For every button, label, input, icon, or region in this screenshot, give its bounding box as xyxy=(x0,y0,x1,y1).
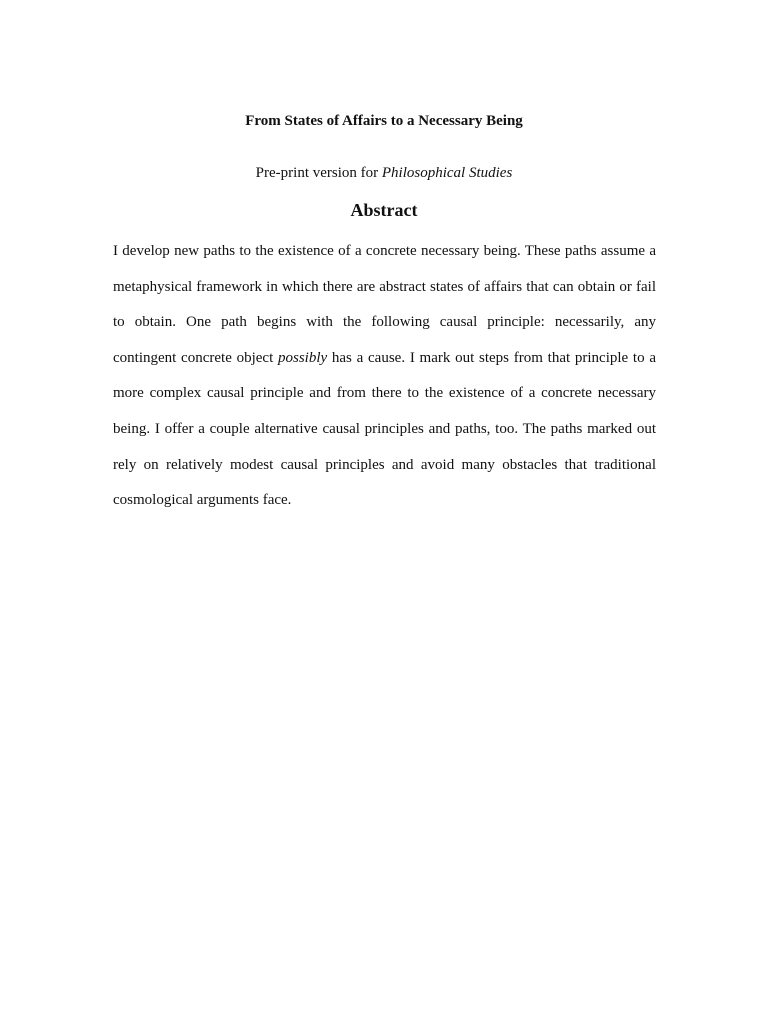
journal-name: Philosophical Studies xyxy=(381,165,513,181)
abstract-line: to obtain. One path begins with the following causal principle: necessarily, any xyxy=(113,314,656,331)
publication-note xyxy=(0,163,768,183)
abstract-heading: Abstract xyxy=(350,200,418,220)
abstract-line-text: has a cause. I mark out steps from that principle to a xyxy=(327,349,656,366)
abstract-line: metaphysical framework in which there are abstract states of affairs that can obtain or fail xyxy=(113,278,656,295)
abstract-line: being. I offer a couple alternative causal principles and paths, too. The paths marked out xyxy=(113,420,656,437)
paper-title: From States of Affairs to a Necessary Being xyxy=(245,113,523,129)
abstract-text xyxy=(113,241,656,526)
abstract-emphasis: possibly xyxy=(277,349,328,366)
abstract-line: rely on relatively modest causal principles and avoid many obstacles that traditional xyxy=(113,456,656,473)
abstract-line: more complex causal principle and from there to the existence of a concrete necessary xyxy=(113,385,656,402)
abstract-line-text: contingent concrete object xyxy=(113,349,278,366)
abstract-line xyxy=(113,348,656,384)
abstract-line: cosmological arguments face. xyxy=(113,492,292,509)
abstract-line: I develop new paths to the existence of a concrete necessary being. These paths assume a xyxy=(113,243,656,259)
publication-note-prefix: Pre-print version for xyxy=(255,165,382,181)
